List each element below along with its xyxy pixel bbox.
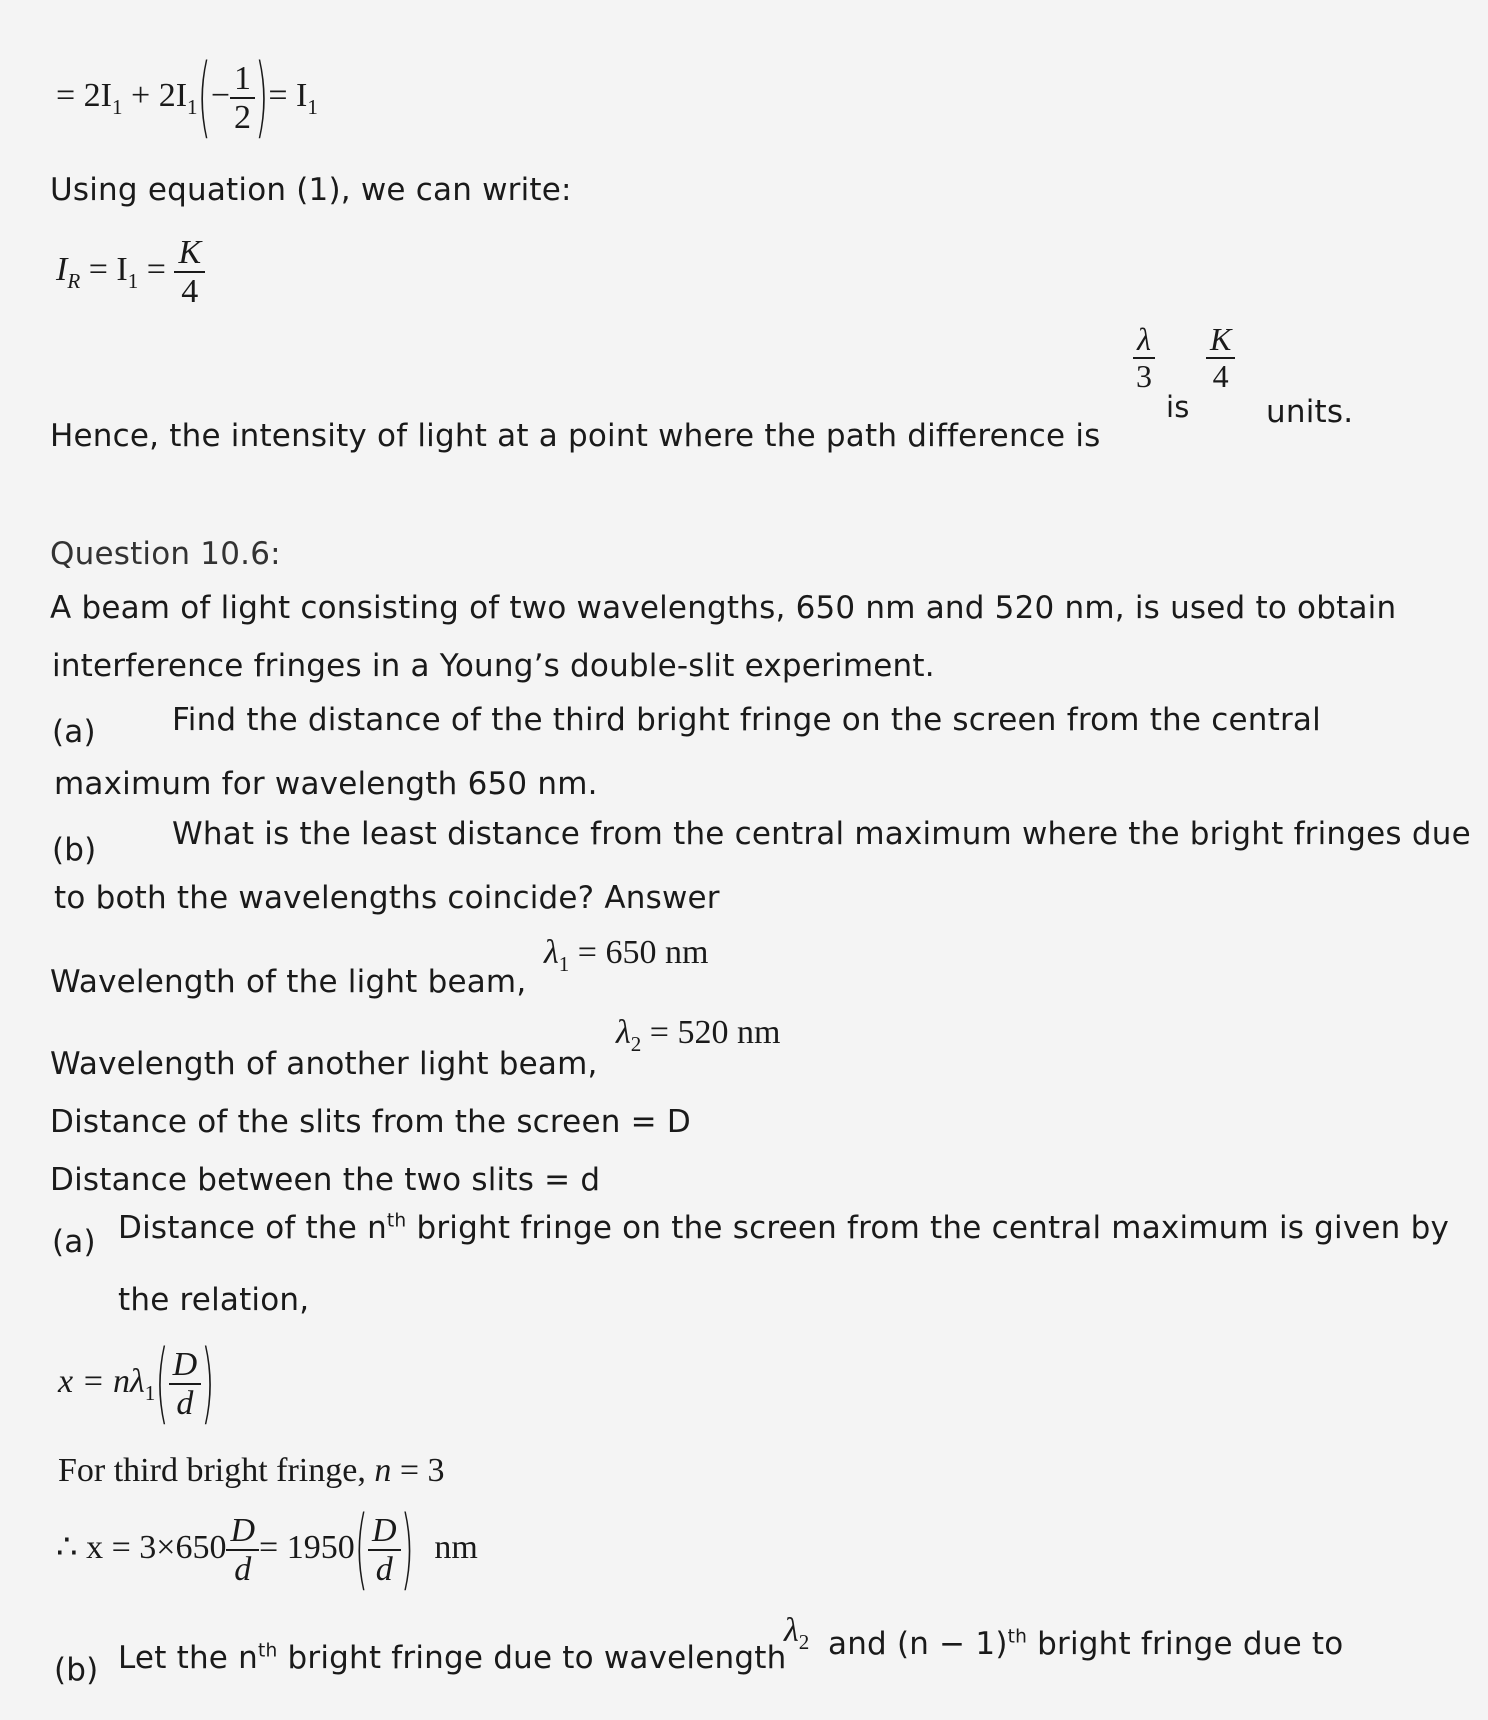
units-word: units. bbox=[1266, 394, 1354, 430]
question-line-1: A beam of light consisting of two wavelengths, 650 nm and 520 nm, is used to obtain bbox=[50, 590, 1397, 626]
question-b-text-2: to both the wavelengths coincide? Answer bbox=[54, 880, 720, 916]
fraction-one-half: $\frac{1}{2}$ bbox=[230, 60, 255, 137]
answer-a-text-relation: the relation, bbox=[118, 1282, 310, 1318]
question-a-label: (a) bbox=[52, 714, 96, 750]
question-a-text: Find the distance of the third bright fringe on the screen from the central bbox=[172, 702, 1321, 738]
fraction-D-over-d-2: $\frac{D}{d}$ bbox=[226, 1512, 259, 1589]
is-word: is bbox=[1166, 390, 1190, 424]
equation-resultant-intensity: $I_R = I_1$ = $\frac{K}{4}$ bbox=[56, 234, 205, 311]
question-b-label: (b) bbox=[52, 832, 97, 868]
wavelength-2-label: Wavelength of another light beam, bbox=[50, 1046, 598, 1082]
wavelength-1-label: Wavelength of the light beam, bbox=[50, 964, 527, 1000]
equation-fringe-distance: $x = n\lambda_1$( $\frac{D}{d}$ ) bbox=[58, 1332, 215, 1437]
answer-a-text: Distance of the $n^{th}$ bright fringe on the screen from the central maximum is given by bbox=[118, 1210, 1450, 1246]
hence-text: Hence, the intensity of light at a point where the path difference is bbox=[50, 418, 1101, 454]
wavelength-2-value: $\lambda_2 = 520$ nm bbox=[616, 1014, 781, 1056]
question-b-text: What is the least distance from the central maximum where the bright fringes due bbox=[172, 816, 1471, 852]
answer-b-label: (b) bbox=[54, 1652, 99, 1688]
using-equation-text: Using equation (1), we can write: bbox=[50, 172, 572, 208]
answer-b-text-continued: and $(n - 1)^{th}$ bright fringe due to bbox=[828, 1626, 1344, 1662]
equation-third-fringe-calc: ∴ x = 3×650 $\frac{D}{d}$ = 1950( $\frac{D}{d}$ ) nm bbox=[56, 1498, 478, 1603]
distance-between-slits: Distance between the two slits = d bbox=[50, 1162, 601, 1198]
fraction-k-over-4-result: $\frac{K}{4}$ bbox=[1206, 322, 1235, 394]
fraction-k-over-4: $\frac{K}{4}$ bbox=[174, 234, 205, 311]
fraction-D-over-d: $\frac{D}{d}$ bbox=[169, 1346, 202, 1423]
distance-slits-screen: Distance of the slits from the screen = D bbox=[50, 1104, 691, 1140]
question-title: Question 10.6: bbox=[50, 536, 281, 572]
answer-a-label: (a) bbox=[52, 1224, 96, 1260]
fraction-D-over-d-3: $\frac{D}{d}$ bbox=[368, 1512, 401, 1589]
wavelength-1-value: $\lambda_1 = 650$ nm bbox=[544, 934, 709, 976]
question-line-2: interference fringes in a Young’s double-slit experiment. bbox=[52, 648, 935, 684]
fraction-lambda-over-3: $\frac{\lambda}{3}$ bbox=[1132, 322, 1156, 394]
question-a-text-2: maximum for wavelength 650 nm. bbox=[54, 766, 598, 802]
answer-b-text: Let the $n^{th}$ bright fringe due to wavelength bbox=[118, 1640, 787, 1676]
equation-intensity-sum: = $2I_1 + 2I_1(-$ $\frac{1}{2}$ )= $I_1$ bbox=[56, 46, 318, 151]
lambda-2-symbol: $\lambda_2$ bbox=[784, 1612, 810, 1654]
third-fringe-text: For third bright fringe, n = 3 bbox=[58, 1452, 445, 1489]
